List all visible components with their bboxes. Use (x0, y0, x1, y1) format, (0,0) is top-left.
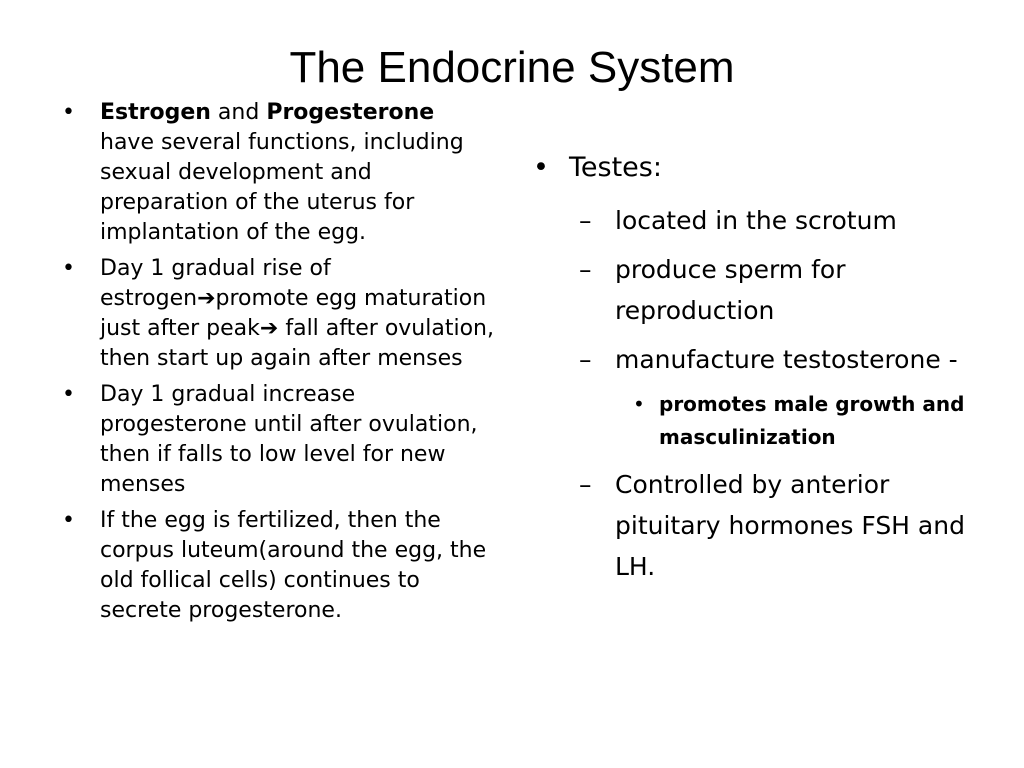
item-text: promotes male growth and masculinization (659, 392, 965, 449)
dash-icon: – (579, 255, 592, 284)
connector-text: and (210, 100, 267, 125)
bullet-icon: • (62, 256, 75, 281)
estrogen-term: Estrogen (100, 100, 211, 125)
list-item (527, 339, 967, 380)
bullet-icon: • (62, 100, 75, 125)
item-text: fall after ovulation, then start up again after menses (100, 316, 494, 371)
testes-heading: Testes: (569, 152, 662, 183)
left-column (58, 98, 494, 632)
list-item (527, 249, 967, 331)
dash-icon: – (579, 470, 592, 499)
list-item (58, 506, 494, 626)
list-item (58, 254, 494, 374)
arrow-right-icon: ➔ (197, 286, 216, 311)
slide-title: The Endocrine System (289, 43, 735, 92)
dash-icon: – (579, 206, 592, 235)
bullet-icon: • (533, 152, 549, 183)
item-text: Controlled by anterior pituitary hormones FSH and LH. (615, 470, 965, 581)
bullet-icon: • (633, 392, 645, 416)
item-text: located in the scrotum (615, 206, 897, 235)
list-item (527, 388, 967, 454)
list-item (58, 98, 494, 248)
item-text: promote egg maturation just after peak (100, 286, 487, 341)
testes-heading-item (527, 150, 967, 186)
item-text: Day 1 gradual increase progesterone until after ovulation, then if falls to low level for new menses (100, 382, 478, 497)
dash-icon: – (579, 345, 592, 374)
bullet-icon: • (62, 382, 75, 407)
bullet-icon: • (62, 508, 75, 533)
list-item (527, 200, 967, 241)
item-text: manufacture testosterone - (615, 345, 958, 374)
item-text: have several functions, including sexual development and preparation of the uterus for implantation of the egg. (100, 130, 464, 245)
list-item (527, 464, 967, 587)
item-text: If the egg is fertilized, then the corpus luteum(around the egg, the old follical cells) continues to secrete progesterone. (100, 508, 487, 623)
progesterone-term: Progesterone (266, 100, 435, 125)
item-text: produce sperm for reproduction (615, 255, 846, 325)
left-bullet-list (58, 98, 494, 626)
arrow-right-icon: ➔ (259, 316, 279, 341)
list-item (58, 380, 494, 500)
right-column (527, 150, 967, 595)
item-text: Day 1 gradual rise of estrogen (100, 256, 331, 311)
